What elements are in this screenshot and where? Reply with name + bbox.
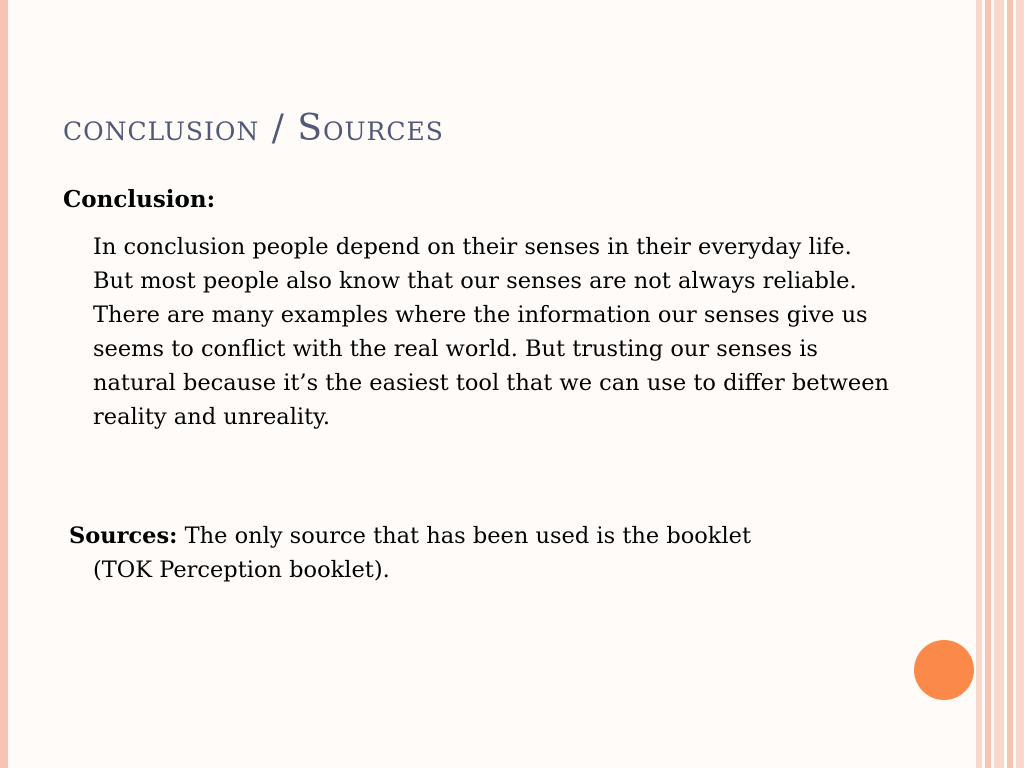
conclusion-heading: Conclusion: xyxy=(63,186,216,213)
sources-paragraph xyxy=(69,519,889,587)
stripe xyxy=(994,0,1004,768)
conclusion-paragraph: In conclusion people depend on their senses in their everyday life. But most people also know that our senses are not always reliable. There are many examples where the information our senses give us seems to conflict with the real world. But trusting our senses is natural because it’s the easiest tool that we can use to differ between reality and unreality. xyxy=(93,234,890,430)
right-decorative-stripes xyxy=(976,0,1024,768)
stripe xyxy=(1007,0,1013,768)
sources-text-line2: (TOK Perception booklet). xyxy=(93,557,390,583)
orange-circle-decoration xyxy=(914,640,974,700)
sources-label: Sources: xyxy=(69,523,178,549)
sources-text-line1: The only source that has been used is the booklet xyxy=(177,523,751,549)
stripe xyxy=(976,0,982,768)
stripe xyxy=(1016,0,1024,768)
slide-title: conclusion / Sources xyxy=(63,108,444,149)
left-border-stripe xyxy=(0,0,8,768)
stripe xyxy=(985,0,991,768)
